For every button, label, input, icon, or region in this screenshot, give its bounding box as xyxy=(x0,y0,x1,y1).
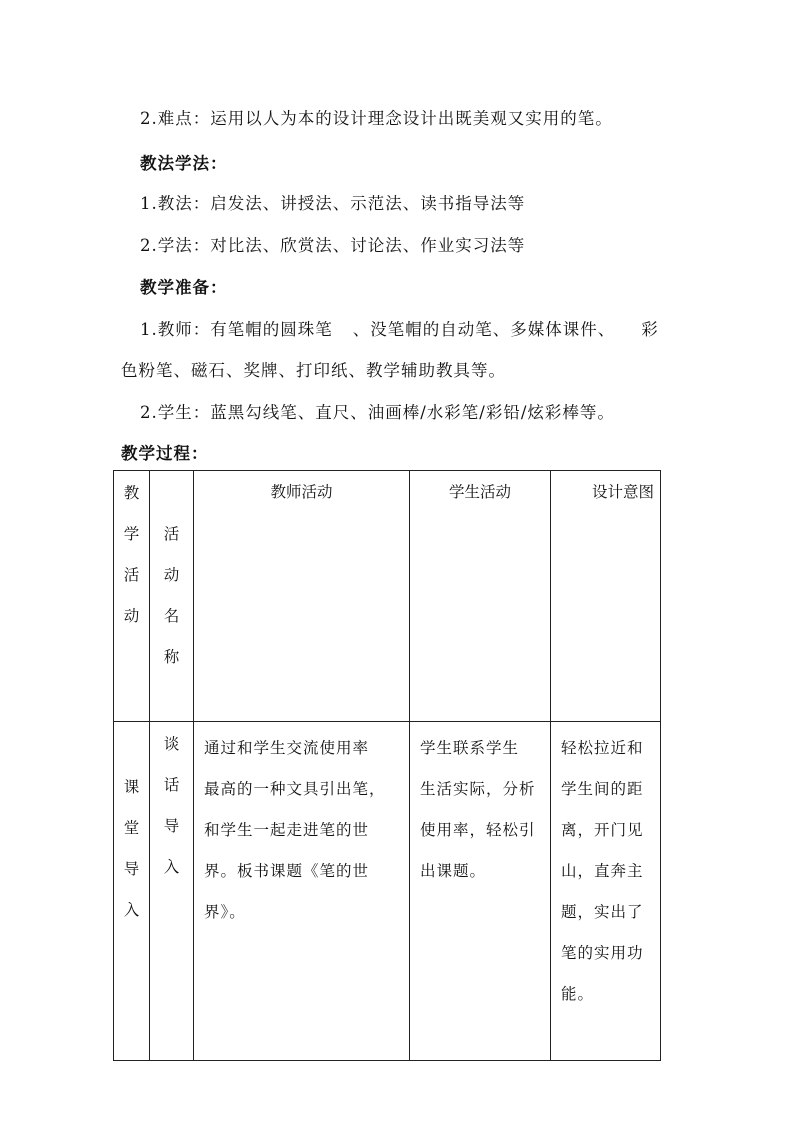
process-heading: 教学过程： xyxy=(121,444,209,463)
difficulty-text: 2.难点：运用以人为本的设计理念设计出既美观又实用的笔。 xyxy=(140,109,613,128)
teacher-prep-a: 1.教师：有笔帽的圆珠笔 xyxy=(140,320,333,339)
teaching-process-table xyxy=(113,470,661,1061)
student-prep-text: 2.学生：蓝黑勾线笔、直尺、油画棒/水彩笔/彩铅/炫彩棒等。 xyxy=(140,403,615,422)
stage-cell: 课 堂 导 入 xyxy=(114,722,150,1061)
student-activity-cell: 学生联系学生 生活实际，分析 使用率，轻松引 出课题。 xyxy=(410,722,551,1061)
header-design-intent: 设计意图 xyxy=(551,471,661,722)
teacher-prep-continued: 色粉笔、磁石、奖牌、打印纸、教学辅助教具等。 xyxy=(121,361,506,380)
methods-heading: 教法学法： xyxy=(140,154,228,173)
design-intent-cell: 轻松拉近和 学生间的距 离，开门见 山，直奔主 题，实出了 笔的实用功 能。 xyxy=(551,722,661,1061)
teacher-prep-c: 彩 xyxy=(641,320,659,339)
teacher-activity-cell: 通过和学生交流使用率 最高的一种文具引出笔， 和学生一起走进笔的世 界。板书课题《笔的世 界》。 xyxy=(194,722,410,1061)
header-activity-name: 活 动 名 称 xyxy=(150,471,194,722)
prep-heading: 教学准备： xyxy=(140,278,228,297)
table-header-row xyxy=(114,471,661,722)
header-teaching-stage: 教 学 活 动 xyxy=(114,471,150,722)
teaching-method-text: 1.教法：启发法、讲授法、示范法、读书指导法等 xyxy=(140,194,526,213)
teacher-prep-b: 、没笔帽的自动笔、多媒体课件、 xyxy=(352,320,616,339)
header-student-activity: 学生活动 xyxy=(410,471,551,722)
learning-method-text: 2.学法：对比法、欣赏法、讨论法、作业实习法等 xyxy=(140,236,526,255)
activity-name-cell: 谈 话 导 入 xyxy=(150,722,194,1061)
table-row xyxy=(114,722,661,1061)
teacher-prep-text xyxy=(140,316,659,340)
header-teacher-activity: 教师活动 xyxy=(194,471,410,722)
